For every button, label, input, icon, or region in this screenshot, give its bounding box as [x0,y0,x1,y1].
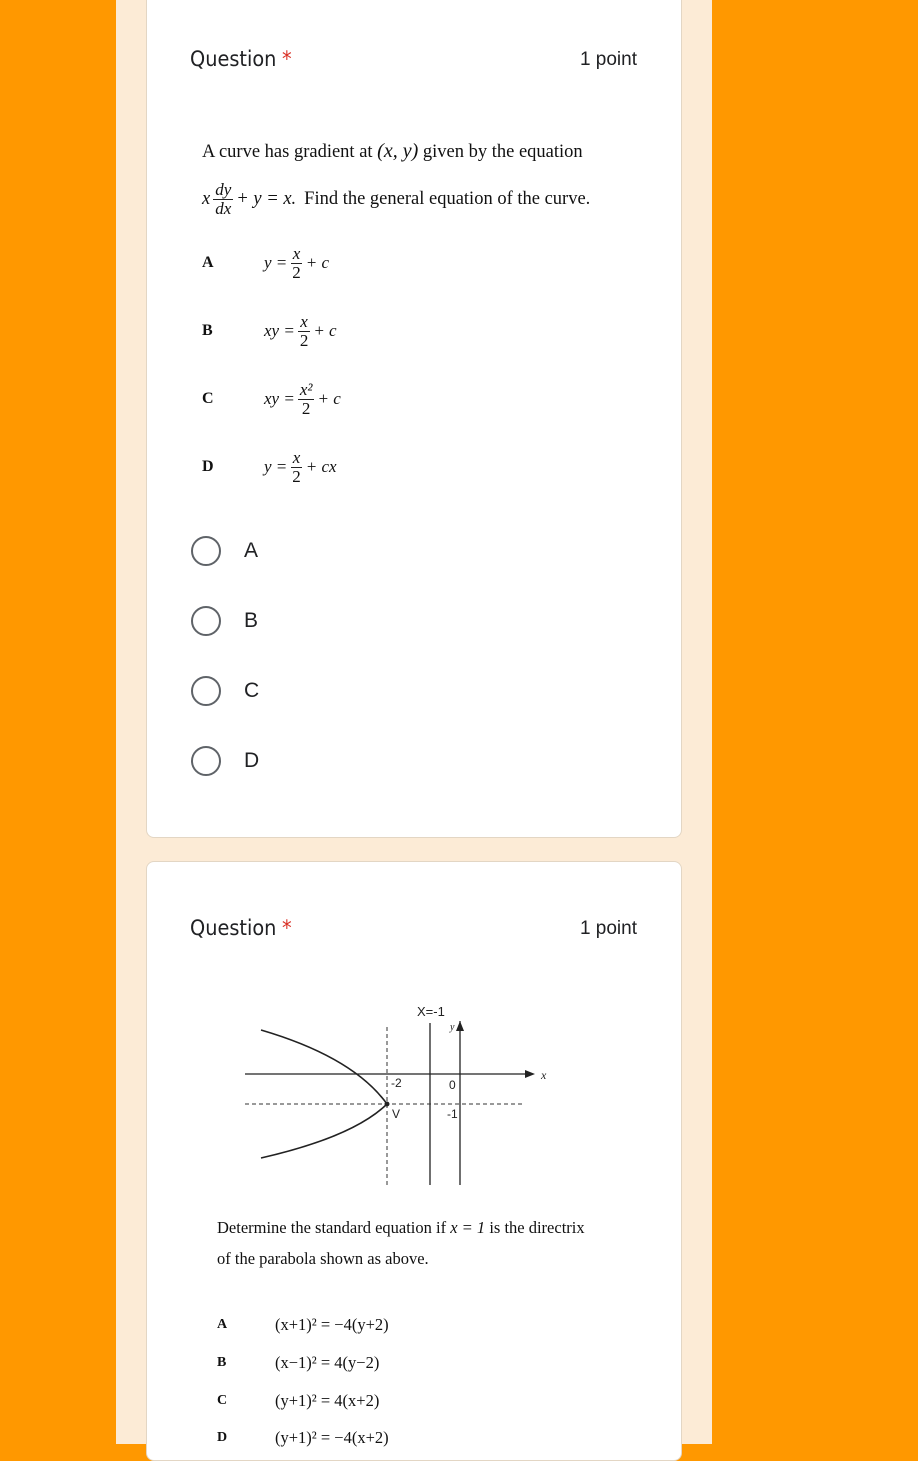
choice-letter: D [217,1430,228,1445]
fraction-numerator: x [300,312,308,331]
problem-text: Find the general equation of the curve. [304,188,591,209]
choice-letter: A [217,1317,228,1332]
choice-B [202,313,337,350]
choice-rest: + c [313,321,337,341]
question-title-text: Question [190,916,277,940]
choice-letter: D [202,458,214,476]
question-title-text: Question [190,47,277,71]
fraction-numerator: x [292,244,301,263]
problem-statement-line2 [202,181,590,218]
question-text: Determine the standard equation if [217,1218,447,1237]
fraction-denominator: 2 [299,330,309,350]
choice-C [202,381,341,418]
radio-button[interactable] [191,606,221,636]
radio-option-A[interactable] [191,536,258,566]
choice-letter: B [217,1355,227,1370]
radio-button[interactable] [191,676,221,706]
vertex-point [385,1102,390,1107]
vertex-label: V [392,1107,401,1121]
fraction-denominator: dx [215,198,232,218]
choice-lhs: y = [264,253,288,273]
tick-label-zero: 0 [449,1078,456,1092]
radio-label[interactable]: A [244,539,259,562]
x-axis-label: x [541,1068,547,1082]
choice-rest: + c [317,389,341,409]
radio-label[interactable]: D [244,749,260,772]
choice-D [217,1428,389,1448]
question2-text-line2: of the parabola shown as above. [217,1249,429,1268]
choice-A [202,245,329,282]
choice-rest: + cx [305,457,337,477]
fraction-denominator: 2 [292,466,301,486]
choice-fraction [298,381,315,418]
radio-button[interactable] [191,536,221,566]
fraction-numerator: dy [215,180,232,199]
question-text: is the directrix [489,1218,585,1237]
choice-A [217,1315,389,1335]
fraction-denominator: 2 [301,398,311,418]
choice-lhs: xy = [264,321,295,341]
points-label: 1 point [579,918,637,939]
choice-fraction [290,449,303,486]
problem-text: given by the equation [422,142,583,162]
choice-equation: (x+1)² = −4(y+2) [275,1315,389,1334]
choice-equation: (y+1)² = −4(x+2) [275,1428,389,1447]
equation-rest: + y = x. [236,188,297,209]
parabola-curve [261,1030,387,1158]
point-notation: (x, y) [377,140,419,162]
choice-letter: A [202,254,214,272]
directrix-equation: x = 1 [450,1218,486,1237]
radio-option-B[interactable] [191,606,258,636]
radio-button[interactable] [191,746,221,776]
question-card-1 [146,0,682,838]
radio-label[interactable]: C [244,679,260,702]
y-axis-label: y [450,1022,455,1033]
radio-option-D[interactable] [191,746,259,776]
question2-text-line1 [217,1218,585,1238]
tick-label-neg1: -1 [447,1107,458,1121]
choice-equation: (x−1)² = 4(y−2) [275,1353,380,1372]
choice-C [217,1391,379,1411]
parabola-graph [243,997,563,1192]
equation-x: x [202,188,211,209]
choice-D [202,449,337,486]
choice-fraction [298,313,311,350]
fraction-numerator: x² [299,380,313,399]
question-title [190,47,292,71]
required-asterisk: * [281,916,292,940]
question-card-2 [146,861,682,1461]
choice-lhs: xy = [264,389,295,409]
choice-equation: (y+1)² = 4(x+2) [275,1391,380,1410]
y-axis-arrow [456,1021,464,1031]
choice-lhs: y = [264,457,288,477]
points-label: 1 point [579,49,637,70]
choice-fraction [290,245,303,282]
fraction-numerator: x [292,448,301,467]
problem-statement-line1 [202,140,583,163]
choice-letter: B [202,322,213,340]
required-asterisk: * [281,47,292,71]
derivative-fraction [213,181,233,218]
question-title [190,916,292,940]
x-axis-arrow [525,1070,535,1078]
choice-rest: + c [305,253,330,273]
problem-text: A curve has gradient at [202,142,373,162]
line-label: X=-1 [417,1004,445,1019]
radio-option-C[interactable] [191,676,259,706]
choice-letter: C [217,1393,228,1408]
choice-B [217,1353,379,1373]
fraction-denominator: 2 [292,262,301,282]
radio-label[interactable]: B [244,609,259,632]
choice-letter: C [202,390,214,408]
tick-label-neg2: -2 [391,1076,402,1090]
